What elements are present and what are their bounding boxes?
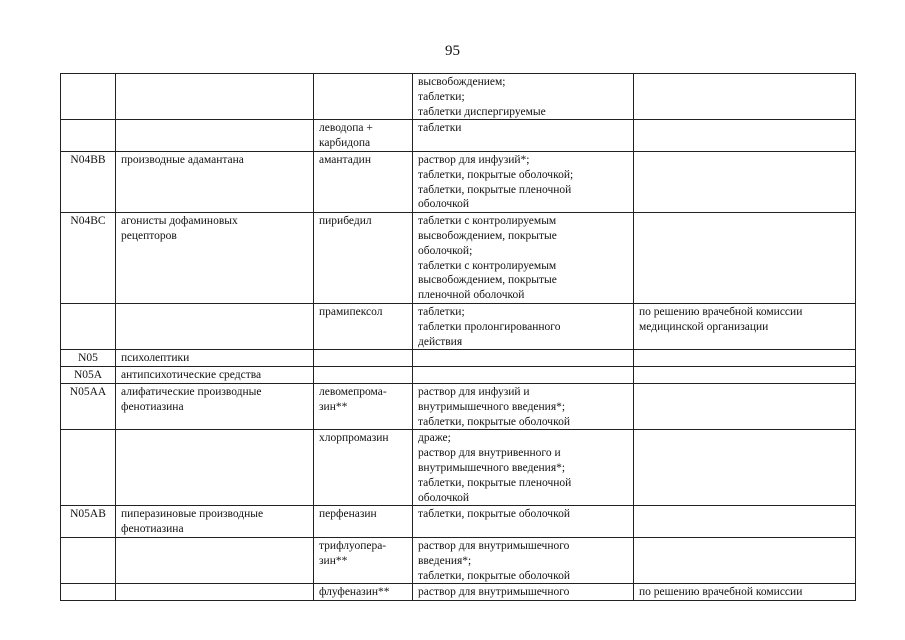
drug-name-cell xyxy=(314,430,413,506)
atc-code-cell xyxy=(61,213,116,304)
drug-table xyxy=(60,73,856,601)
table-row xyxy=(61,120,856,152)
anatomical-therapeutic-group-cell xyxy=(116,350,314,367)
note-cell xyxy=(634,213,856,304)
cell-text-line: таблетки; xyxy=(418,305,465,318)
table-row xyxy=(61,430,856,506)
anatomical-therapeutic-group-cell xyxy=(116,74,314,120)
cell-text-line: раствор для внутримышечного xyxy=(418,539,570,552)
atc-code-cell xyxy=(61,74,116,120)
note-cell xyxy=(634,74,856,120)
cell-text-line: алифатические производные xyxy=(121,385,262,398)
anatomical-therapeutic-group-cell xyxy=(116,430,314,506)
cell-text-line: прамипексол xyxy=(319,305,383,318)
dosage-forms-cell xyxy=(413,213,634,304)
anatomical-therapeutic-group-cell xyxy=(116,303,314,349)
dosage-forms-cell xyxy=(413,584,634,601)
table-row xyxy=(61,584,856,601)
cell-text-line: раствор для инфузий*; xyxy=(418,153,530,166)
cell-text-line: N05A xyxy=(73,369,103,382)
drug-name-cell xyxy=(314,74,413,120)
cell-text-line: фенотиазина xyxy=(121,523,184,536)
cell-text-line: производные адамантана xyxy=(121,153,244,166)
dosage-forms-cell xyxy=(413,151,634,212)
cell-text-line: таблетки, покрытые пленочной xyxy=(418,476,572,489)
atc-code-cell xyxy=(61,584,116,601)
atc-code-cell xyxy=(61,383,116,429)
cell-text-line: внутримышечного введения*; xyxy=(418,400,566,413)
table-row xyxy=(61,350,856,367)
cell-text-line: пленочной оболочкой xyxy=(418,289,525,302)
drug-name-cell xyxy=(314,367,413,384)
cell-text-line: раствор для внутривенного и xyxy=(418,447,561,460)
cell-text-line: N05AB xyxy=(70,508,106,521)
atc-code-cell xyxy=(61,350,116,367)
dosage-forms-cell xyxy=(413,350,634,367)
table-row xyxy=(61,506,856,538)
atc-code-cell xyxy=(61,303,116,349)
cell-text-line: флуфеназин** xyxy=(319,586,390,599)
cell-text-line: таблетки с контролируемым xyxy=(418,259,557,272)
cell-text-line: таблетки, покрытые оболочкой xyxy=(418,415,570,428)
cell-text-line: раствор для инфузий и xyxy=(418,385,530,398)
cell-text-line: агонисты дофаминовых xyxy=(121,215,238,228)
cell-text-line: фенотиазина xyxy=(121,400,184,413)
drug-name-cell xyxy=(314,350,413,367)
cell-text-line: N04BC xyxy=(70,215,106,228)
atc-code-cell xyxy=(61,537,116,583)
cell-text-line: пиперазиновые производные xyxy=(121,508,264,521)
cell-text-line: таблетки xyxy=(418,122,462,135)
cell-text-line: оболочкой; xyxy=(418,244,473,257)
atc-code-cell xyxy=(61,506,116,538)
drug-name-cell xyxy=(314,584,413,601)
atc-code-cell xyxy=(61,151,116,212)
anatomical-therapeutic-group-cell xyxy=(116,506,314,538)
cell-text-line: леводопа + xyxy=(319,122,373,135)
dosage-forms-cell xyxy=(413,367,634,384)
atc-code-cell xyxy=(61,367,116,384)
anatomical-therapeutic-group-cell xyxy=(116,367,314,384)
table-row xyxy=(61,367,856,384)
cell-text-line: высвобождением, покрытые xyxy=(418,229,557,242)
cell-text-line: введения*; xyxy=(418,554,472,567)
cell-text-line: таблетки диспергируемые xyxy=(418,105,546,118)
cell-text-line: оболочкой xyxy=(418,491,470,504)
note-cell xyxy=(634,151,856,212)
note-cell xyxy=(634,537,856,583)
anatomical-therapeutic-group-cell xyxy=(116,584,314,601)
cell-text-line: таблетки пролонгированного xyxy=(418,320,561,333)
cell-text-line: карбидопа xyxy=(319,137,371,150)
cell-text-line: перфеназин xyxy=(319,508,377,521)
drug-name-cell xyxy=(314,383,413,429)
dosage-forms-cell xyxy=(413,120,634,152)
cell-text-line: трифлуопера- xyxy=(319,539,387,552)
note-cell xyxy=(634,584,856,601)
cell-text-line: зин** xyxy=(319,554,348,567)
cell-text-line: таблетки, покрытые пленочной xyxy=(418,183,572,196)
note-cell xyxy=(634,350,856,367)
note-cell xyxy=(634,120,856,152)
cell-text-line: N05AA xyxy=(69,385,107,398)
cell-text-line: хлорпромазин xyxy=(319,432,389,445)
table-row xyxy=(61,303,856,349)
dosage-forms-cell xyxy=(413,74,634,120)
cell-text-line: N05 xyxy=(78,352,98,365)
drug-name-cell xyxy=(314,120,413,152)
cell-text-line: антипсихотические средства xyxy=(121,369,262,382)
cell-text-line: таблетки, покрытые оболочкой xyxy=(418,569,570,582)
anatomical-therapeutic-group-cell xyxy=(116,151,314,212)
cell-text-line: левомепрома- xyxy=(319,385,387,398)
cell-text-line: амантадин xyxy=(319,153,371,166)
atc-code-cell xyxy=(61,430,116,506)
cell-text-line: внутримышечного введения*; xyxy=(418,461,566,474)
cell-text-line: таблетки; xyxy=(418,90,465,103)
drug-name-cell xyxy=(314,303,413,349)
cell-text-line: раствор для внутримышечного xyxy=(418,586,570,599)
drug-name-cell xyxy=(314,537,413,583)
drug-name-cell xyxy=(314,151,413,212)
table-row xyxy=(61,151,856,212)
cell-text-line: драже; xyxy=(418,432,451,445)
note-cell xyxy=(634,506,856,538)
cell-text-line: медицинской организации xyxy=(639,320,769,333)
anatomical-therapeutic-group-cell xyxy=(116,383,314,429)
table-row xyxy=(61,383,856,429)
dosage-forms-cell xyxy=(413,537,634,583)
table-body xyxy=(61,74,856,601)
cell-text-line: высвобождением, покрытые xyxy=(418,274,557,287)
cell-text-line: зин** xyxy=(319,400,348,413)
cell-text-line: пирибедил xyxy=(319,215,372,228)
table-row xyxy=(61,213,856,304)
anatomical-therapeutic-group-cell xyxy=(116,213,314,304)
dosage-forms-cell xyxy=(413,303,634,349)
anatomical-therapeutic-group-cell xyxy=(116,120,314,152)
page-number: 95 xyxy=(445,43,460,59)
cell-text-line: по решению врачебной комиссии xyxy=(639,586,803,599)
drug-name-cell xyxy=(314,213,413,304)
cell-text-line: таблетки, покрытые оболочкой; xyxy=(418,168,574,181)
cell-text-line: N04BB xyxy=(70,153,106,166)
dosage-forms-cell xyxy=(413,430,634,506)
cell-text-line: по решению врачебной комиссии xyxy=(639,305,803,318)
cell-text-line: таблетки с контролируемым xyxy=(418,215,557,228)
cell-text-line: действия xyxy=(418,335,463,348)
cell-text-line: таблетки, покрытые оболочкой xyxy=(418,508,570,521)
table-row xyxy=(61,74,856,120)
note-cell xyxy=(634,383,856,429)
table-row xyxy=(61,537,856,583)
note-cell xyxy=(634,430,856,506)
cell-text-line: оболочкой xyxy=(418,198,470,211)
cell-text-line: рецепторов xyxy=(121,229,177,242)
atc-code-cell xyxy=(61,120,116,152)
drug-name-cell xyxy=(314,506,413,538)
dosage-forms-cell xyxy=(413,383,634,429)
note-cell xyxy=(634,367,856,384)
anatomical-therapeutic-group-cell xyxy=(116,537,314,583)
cell-text-line: психолептики xyxy=(121,352,190,365)
dosage-forms-cell xyxy=(413,506,634,538)
cell-text-line: высвобождением; xyxy=(418,76,506,88)
note-cell xyxy=(634,303,856,349)
